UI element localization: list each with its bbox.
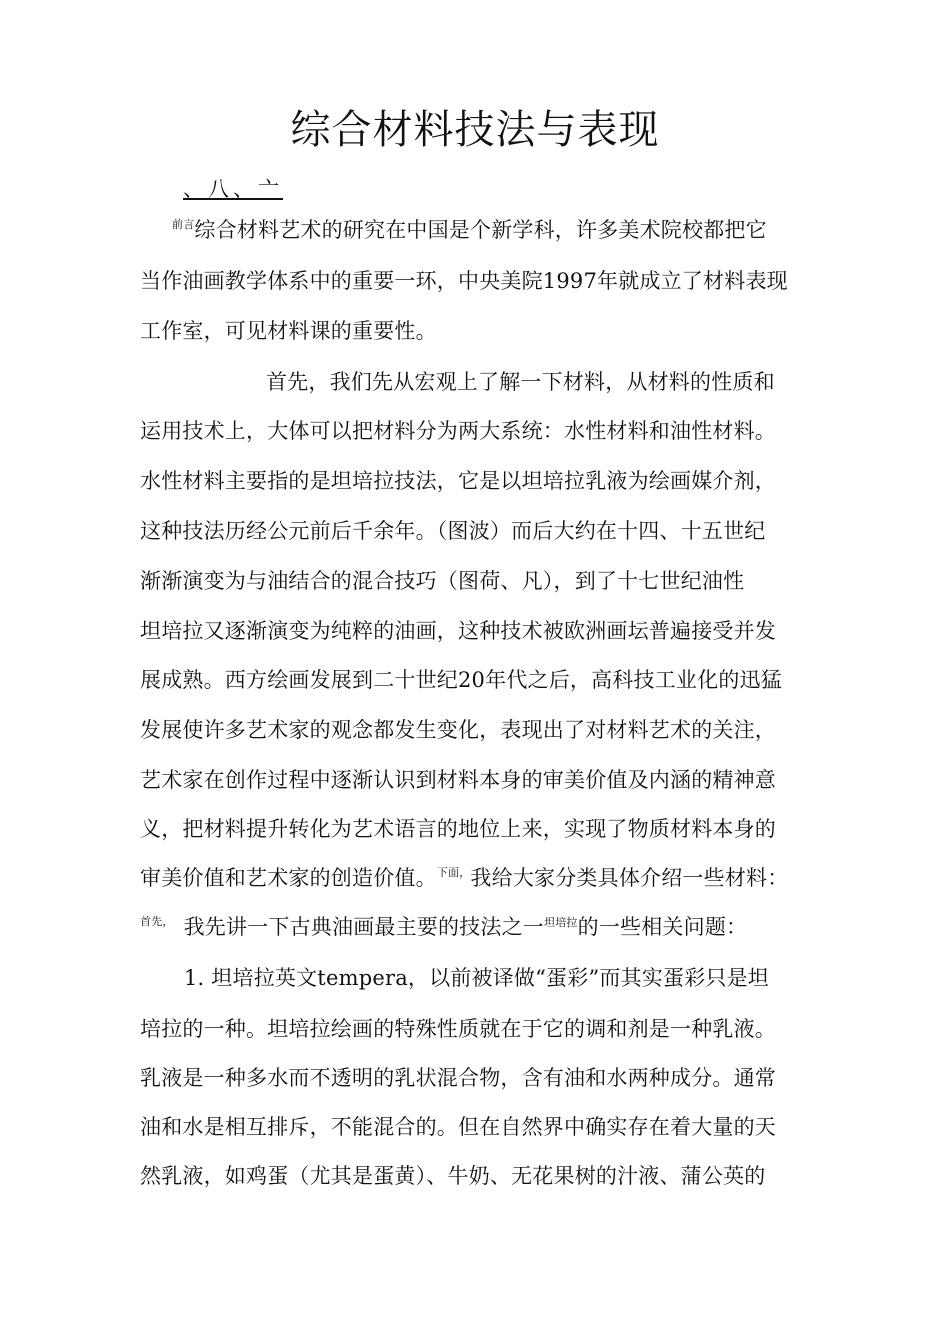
- paragraph-line: 坦培拉又逐渐演变为纯粹的油画，这种技术被欧洲画坛普遍接受并发: [140, 619, 776, 643]
- paragraph-line: 这种技法历经公元前后千余年。（图波）而后大约在十四、十五世纪: [140, 519, 766, 543]
- paragraph-line: [140, 863, 830, 893]
- paragraph-line: 首先，我们先从宏观上了解一下材料，从材料的性质和: [266, 370, 775, 394]
- document-title: 综合材料技法与表现: [290, 107, 660, 153]
- heading-marker: 、八、亠: [183, 177, 283, 201]
- line-text: 综合材料艺术的研究在中国是个新学科，许多美术院校都把它: [194, 218, 767, 242]
- line-text: 我先讲一下古典油画最主要的技法之一: [183, 915, 545, 939]
- paragraph-line: 培拉的一种。坦培拉绘画的特殊性质就在于它的调和剂是一种乳液。: [140, 1017, 776, 1041]
- paragraph-line: 渐渐演变为与油结合的混合技巧（图荷、凡），到了十七世纪油性: [140, 569, 745, 593]
- paragraph-line: 运用技术上，大体可以把材料分为两大系统：水性材料和油性材料。: [140, 419, 776, 443]
- margin-note: 首先，: [140, 915, 174, 928]
- paragraph-line: 然乳液，如鸡蛋（尤其是蛋黄）、牛奶、无花果树的汁液、蒲公英的: [140, 1164, 766, 1188]
- margin-note: 前言: [172, 218, 195, 231]
- paragraph-line: 工作室，可见材料课的重要性。: [140, 319, 437, 343]
- paragraph-line: 义，把材料提升转化为艺术语言的地位上来，实现了物质材料本身的: [140, 817, 776, 841]
- paragraph-line: 乳液是一种多水而不透明的乳状混合物，含有油和水两种成分。通常: [140, 1066, 776, 1090]
- paragraph-line: [172, 215, 832, 245]
- paragraph-line: 艺术家在创作过程中逐渐认识到材料本身的审美价值及内涵的精神意: [140, 768, 776, 792]
- paragraph-line: 发展使许多艺术家的观念都发生变化，表现出了对材料艺术的关注，: [140, 718, 776, 742]
- line-text: 的一些相关问题：: [577, 915, 748, 939]
- paragraph-line: 展成熟。西方绘画发展到二十世纪20年代之后，高科技工业化的迅猛: [140, 668, 782, 692]
- margin-note: 下面，: [436, 866, 471, 879]
- paragraph-line: [140, 912, 830, 942]
- line-text: 我给大家分类具体介绍一些材料：: [470, 866, 789, 890]
- paragraph-line: 当作油画教学体系中的重要一环，中央美院1997年就成立了材料表现: [140, 269, 788, 293]
- paragraph-line: 1. 坦培拉英文tempera，以前被译做“蛋彩”而其实蛋彩只是坦: [184, 966, 769, 990]
- paragraph-line: 油和水是相互排斥，不能混合的。但在自然界中确实存在着大量的天: [140, 1115, 776, 1139]
- line-text: 审美价值和艺术家的创造价值。: [140, 866, 437, 890]
- paragraph-line: 水性材料主要指的是坦培拉技法，它是以坦培拉乳液为绘画媒介剂，: [140, 469, 776, 493]
- margin-note: 坦培拉: [544, 916, 578, 929]
